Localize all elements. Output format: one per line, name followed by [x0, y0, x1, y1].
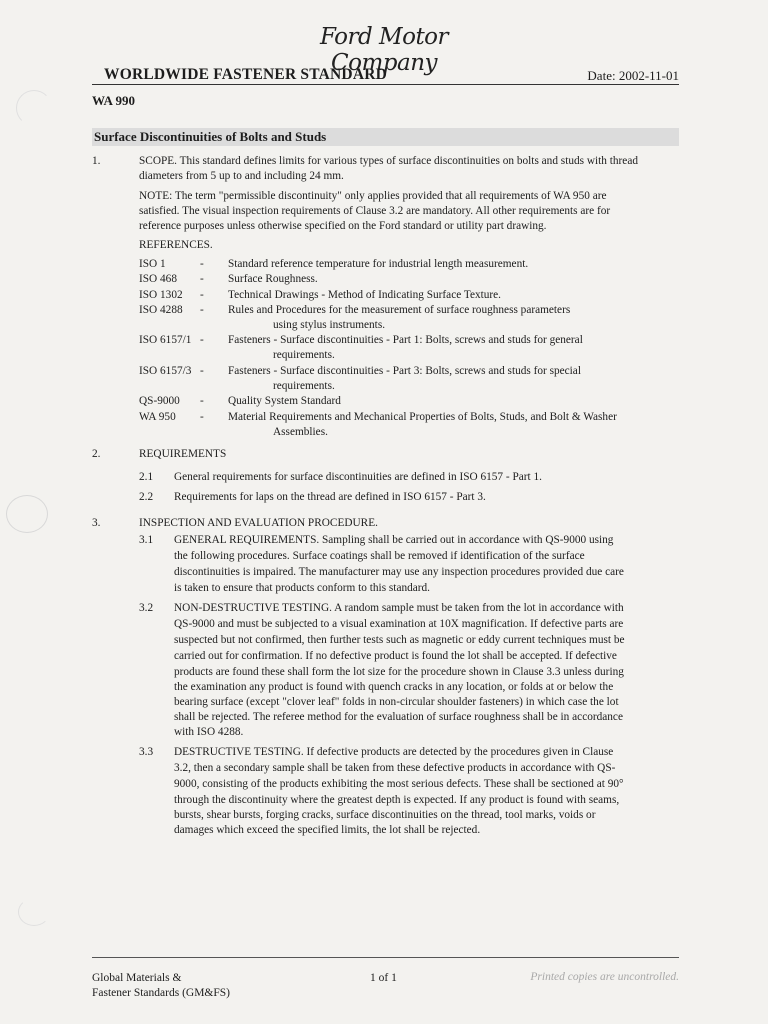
clause-text: General requirements for surface discontinuities are defined in ISO 6157 - Part 1. [174, 471, 542, 483]
scope-text: SCOPE. This standard defines limits for various types of surface discontinuities on bolts and studs with thread [139, 155, 638, 167]
reference-dash: - [200, 304, 204, 316]
reference-title: Standard reference temperature for industrial length measurement. [228, 258, 529, 270]
reference-title: Surface Roughness. [228, 273, 318, 285]
section-title: Surface Discontinuities of Bolts and Studs [94, 129, 327, 144]
clause-number: 2.2 [139, 491, 154, 503]
references-label: REFERENCES. [139, 239, 213, 251]
reference-title: Rules and Procedures for the measurement of surface roughness parameters [228, 304, 571, 316]
section-number: 2. [92, 448, 101, 460]
reference-title-cont: requirements. [273, 349, 335, 361]
clause-text: 9000, consisting of the products exhibiting the most serious defects. These shall be sectioned at 90° [174, 778, 624, 790]
reference-title: Fasteners - Surface discontinuities - Part 3: Bolts, screws and studs for special [228, 365, 581, 377]
footer-org-line: Fastener Standards (GM&FS) [92, 987, 230, 999]
clause-text: DESTRUCTIVE TESTING. If defective products are detected by the procedures given in Clause [174, 746, 614, 758]
reference-code: ISO 1 [139, 258, 166, 270]
reference-title: Material Requirements and Mechanical Properties of Bolts, Studs, and Bolt & Washer [228, 411, 617, 423]
reference-dash: - [200, 365, 204, 377]
clause-number: 3.1 [139, 534, 154, 546]
clause-text: 3.2, then a secondary sample shall be taken from these defective products in accordance with QS- [174, 762, 616, 774]
clause-text: through the discontinuity where the greatest depth is expected. If any product is found with seams, [174, 794, 620, 806]
header-bar [92, 66, 679, 85]
clause-text: bursts, shear bursts, forging cracks, surface discontinuities on the thread, tool marks, voids or [174, 809, 596, 821]
reference-title: Fasteners - Surface discontinuities - Part 1: Bolts, screws and studs for general [228, 334, 583, 346]
reference-title-cont: using stylus instruments. [273, 319, 386, 331]
reference-title: Technical Drawings - Method of Indicating Surface Texture. [228, 289, 502, 301]
page-number: 1 of 1 [370, 972, 397, 984]
clause-text: suspected but not confirmed, then further tests such as magnetic or eddy current techniques must be [174, 634, 625, 646]
reference-title-cont: Assemblies. [273, 426, 328, 438]
clause-text: Requirements for laps on the thread are defined in ISO 6157 - Part 3. [174, 491, 486, 503]
reference-dash: - [200, 273, 204, 285]
clause-text: GENERAL REQUIREMENTS. Sampling shall be carried out in accordance with QS-9000 using [174, 534, 614, 546]
reference-code: ISO 468 [139, 273, 177, 285]
footer-divider [92, 957, 679, 958]
punch-hole-mark [6, 495, 48, 533]
clause-number: 2.1 [139, 471, 154, 483]
section-number: 1. [92, 155, 101, 167]
note-text: satisfied. The visual inspection requirements of Clause 3.2 are mandatory. All other requirements are for [139, 205, 611, 217]
clause-text: is taken to ensure that products conform to this standard. [174, 582, 431, 594]
clause-text: products are found these shall form the lot size for the procedure shown in Clause 3.3 unless during [174, 666, 624, 678]
footer-org-line: Global Materials & [92, 972, 182, 984]
reference-code: ISO 4288 [139, 304, 183, 316]
clause-text: the examination any product is found with quench cracks in any location, or folds at or below the [174, 681, 614, 693]
punch-hole-mark [16, 90, 52, 126]
section-title-bar [92, 128, 679, 146]
note-text: NOTE: The term "permissible discontinuity" only applies provided that all requirements of WA 950 are [139, 190, 607, 202]
section-number: 3. [92, 517, 101, 529]
clause-text: carried out for confirmation. If no defective product is found the lot shall be accepted. If defective [174, 650, 617, 662]
uncontrolled-copy-note: Printed copies are uncontrolled. [530, 971, 679, 983]
reference-code: QS-9000 [139, 395, 180, 407]
clause-text: NON-DESTRUCTIVE TESTING. A random sample must be taken from the lot in accordance with [174, 602, 624, 614]
section-heading: REQUIREMENTS [139, 448, 227, 460]
clause-text: shall be rejected. The referee method for the evaluation of surface roughness shall be in accordance [174, 711, 623, 723]
document-id: WA 990 [92, 93, 135, 108]
scope-text: diameters from 5 up to and including 24 mm. [139, 170, 344, 182]
footer-org [92, 971, 230, 1001]
punch-hole-mark [18, 898, 50, 926]
reference-code: WA 950 [139, 411, 176, 423]
reference-code: ISO 6157/1 [139, 334, 192, 346]
standard-title: WORLDWIDE FASTENER STANDARD [104, 66, 387, 83]
clause-text: QS-9000 and must be subjected to a visual examination at 10X magnification. If defective parts are [174, 618, 624, 630]
reference-title-cont: requirements. [273, 380, 335, 392]
clause-number: 3.3 [139, 746, 154, 758]
document-date: Date: 2002-11-01 [587, 68, 679, 83]
clause-text: discontinuities is impaired. The manufacturer may use any inspection procedures provided due care [174, 566, 624, 578]
clause-text: with ISO 4288. [174, 726, 244, 738]
reference-title: Quality System Standard [228, 395, 341, 407]
clause-text: bearing surface (except "clover leaf" folds in non-circular shoulder fasteners) in which case the lot [174, 696, 619, 708]
clause-text: the following procedures. Surface coatings shall be removed if identification of the surface [174, 550, 585, 562]
reference-dash: - [200, 411, 204, 423]
reference-dash: - [200, 289, 204, 301]
reference-code: ISO 1302 [139, 289, 183, 301]
clause-text: damages which exceed the specified limits, the lot shall be rejected. [174, 824, 481, 836]
reference-dash: - [200, 395, 204, 407]
company-logo: Ford Motor Company [319, 24, 449, 76]
reference-dash: - [200, 334, 204, 346]
clause-number: 3.2 [139, 602, 154, 614]
reference-dash: - [200, 258, 204, 270]
note-text: reference purposes unless otherwise specified on the Ford standard or utility part drawing. [139, 220, 547, 232]
reference-code: ISO 6157/3 [139, 365, 192, 377]
section-heading: INSPECTION AND EVALUATION PROCEDURE. [139, 517, 378, 529]
